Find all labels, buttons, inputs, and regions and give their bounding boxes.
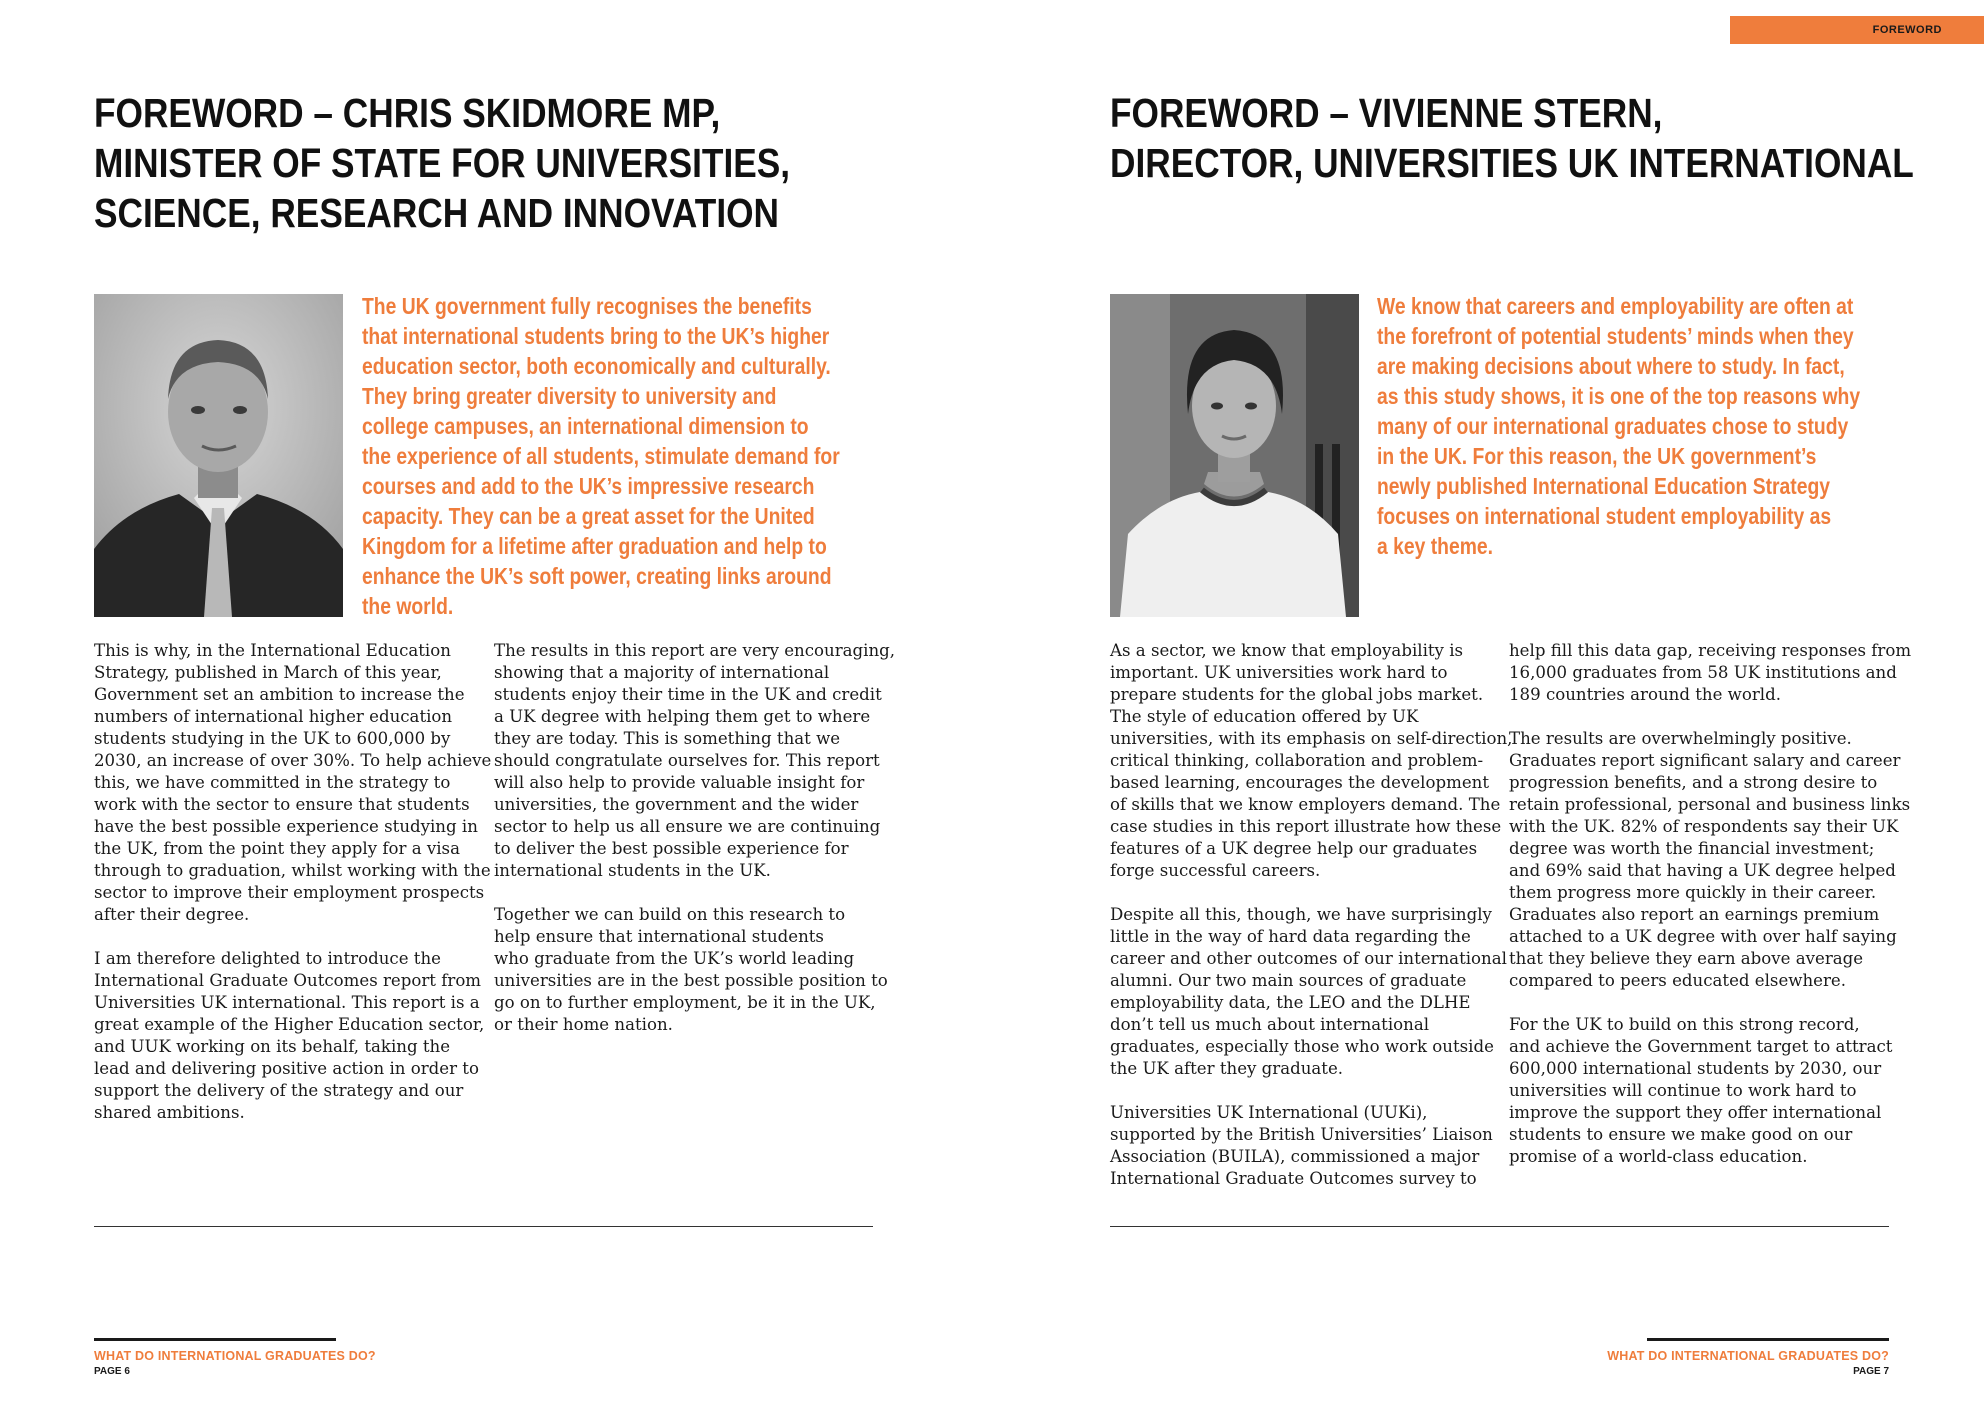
body-line: numbers of international higher education [94, 707, 453, 726]
body-line: Universities UK international. This report is a [94, 993, 480, 1012]
body-line: prepare students for the global jobs market. [1110, 685, 1484, 704]
body-line: and UUK working on its behalf, taking the [94, 1037, 451, 1056]
body-line: attached to a UK degree with over half saying [1509, 927, 1897, 946]
body-line: with the UK. 82% of respondents say their UK [1509, 817, 1899, 836]
body-line [1110, 1080, 1512, 1102]
body-line: employability data, the LEO and the DLHE [1110, 993, 1471, 1012]
body-line: or their home nation. [494, 1015, 673, 1034]
body-line: retain professional, personal and business links [1509, 795, 1911, 814]
body-line: universities will continue to work hard to [1509, 1081, 1857, 1100]
body-line: Graduates report significant salary and career [1509, 751, 1901, 770]
body-line: work with the sector to ensure that students [94, 795, 470, 814]
body-line: great example of the Higher Education sector, [94, 1015, 485, 1034]
body-line: alumni. Our two main sources of graduate [1110, 971, 1467, 990]
lead-line: focuses on international student employability as [1377, 503, 1832, 529]
lead-line: newly published International Education Strategy [1377, 473, 1831, 499]
body-line: through to graduation, whilst working with the [94, 861, 491, 880]
title-line: DIRECTOR, UNIVERSITIES UK INTERNATIONAL [1110, 140, 1914, 186]
lead-line: We know that careers and employability are often at [1377, 293, 1854, 319]
body-line: Together we can build on this research to [494, 905, 846, 924]
body-line: little in the way of hard data regarding the [1110, 927, 1471, 946]
right-divider [1110, 1226, 1889, 1227]
right-footer-bar [1647, 1338, 1889, 1341]
body-line: features of a UK degree help our graduates [1110, 839, 1478, 858]
body-line: For the UK to build on this strong record, [1509, 1015, 1860, 1034]
right-page-title [1110, 88, 1914, 188]
lead-line: college campuses, an international dimension to [362, 413, 809, 439]
body-line: The results in this report are very encouraging, [494, 641, 896, 660]
body-line: career and other outcomes of our international [1110, 949, 1507, 968]
lead-line: the world. [362, 593, 454, 619]
body-line: to deliver the best possible experience for [494, 839, 849, 858]
body-line: students enjoy their time in the UK and credit [494, 685, 882, 704]
body-line: have the best possible experience studying in [94, 817, 478, 836]
body-line [1509, 992, 1911, 1014]
body-line: sector to help us all ensure we are continuing [494, 817, 881, 836]
portrait-man-icon [94, 294, 343, 617]
body-line: Despite all this, though, we have surprisingly [1110, 905, 1492, 924]
body-line: The results are overwhelmingly positive. [1509, 729, 1852, 748]
lead-line: education sector, both economically and culturally. [362, 353, 831, 379]
body-line: should congratulate ourselves for. This report [494, 751, 880, 770]
body-line: them progress more quickly in their career. [1509, 883, 1877, 902]
lead-line: in the UK. For this reason, the UK government’s [1377, 443, 1817, 469]
body-line: that they believe they earn above average [1509, 949, 1864, 968]
left-footer-bar [94, 1338, 336, 1341]
body-line: lead and delivering positive action in order to [94, 1059, 479, 1078]
body-line: promise of a world-class education. [1509, 1147, 1808, 1166]
body-line: 16,000 graduates from 58 UK institutions and [1509, 663, 1897, 682]
body-line: I am therefore delighted to introduce the [94, 949, 441, 968]
body-line: graduates, especially those who work outside [1110, 1037, 1494, 1056]
lead-line: as this study shows, it is one of the top reasons why [1377, 383, 1861, 409]
body-line: who graduate from the UK’s world leading [494, 949, 855, 968]
body-line: students studying in the UK to 600,000 by [94, 729, 451, 748]
body-line: this, we have committed in the strategy to [94, 773, 451, 792]
body-line: a UK degree with helping them get to where [494, 707, 871, 726]
body-line: This is why, in the International Education [94, 641, 451, 660]
lead-line: enhance the UK’s soft power, creating links around [362, 563, 832, 589]
body-line: compared to peers educated elsewhere. [1509, 971, 1847, 990]
lead-line: a key theme. [1377, 533, 1493, 559]
lead-line: capacity. They can be a great asset for the United [362, 503, 815, 529]
right-lead-paragraph [1377, 291, 1860, 561]
body-line: help fill this data gap, receiving responses from [1509, 641, 1912, 660]
left-body-column-2 [494, 640, 895, 1036]
right-body-column-2 [1509, 640, 1911, 1168]
body-line: Strategy, published in March of this year, [94, 663, 442, 682]
right-footer-title: WHAT DO INTERNATIONAL GRADUATES DO? [1607, 1349, 1889, 1363]
body-line: case studies in this report illustrate how these [1110, 817, 1502, 836]
body-line: improve the support they offer international [1509, 1103, 1882, 1122]
body-line: will also help to provide valuable insight for [494, 773, 865, 792]
title-line: MINISTER OF STATE FOR UNIVERSITIES, [94, 140, 791, 186]
lead-line: Kingdom for a lifetime after graduation and help to [362, 533, 827, 559]
lead-line: They bring greater diversity to university and [362, 383, 777, 409]
body-line: International Graduate Outcomes survey to [1110, 1169, 1477, 1188]
left-page-number: PAGE 6 [94, 1366, 130, 1377]
body-line: the UK after they graduate. [1110, 1059, 1344, 1078]
right-body-column-1 [1110, 640, 1512, 1190]
left-footer-title: WHAT DO INTERNATIONAL GRADUATES DO? [94, 1349, 376, 1363]
left-page-title [94, 88, 790, 238]
body-line: of skills that we know employers demand. The [1110, 795, 1501, 814]
body-line: and 69% said that having a UK degree helped [1509, 861, 1896, 880]
body-line: important. UK universities work hard to [1110, 663, 1448, 682]
body-line: forge successful careers. [1110, 861, 1321, 880]
lead-line: the forefront of potential students’ minds when they [1377, 323, 1854, 349]
body-line: Association (BUILA), commissioned a major [1110, 1147, 1480, 1166]
portrait-woman-icon [1110, 294, 1359, 617]
lead-line: the experience of all students, stimulate demand for [362, 443, 840, 469]
body-line: degree was worth the financial investment; [1509, 839, 1875, 858]
body-line: sector to improve their employment prospects [94, 883, 485, 902]
body-line: universities, the government and the wider [494, 795, 859, 814]
body-line: The style of education offered by UK [1110, 707, 1419, 726]
body-line: help ensure that international students [494, 927, 824, 946]
section-tab: FOREWORD [1730, 16, 1984, 44]
body-line: students to ensure we make good on our [1509, 1125, 1853, 1144]
body-line: critical thinking, collaboration and problem- [1110, 751, 1484, 770]
body-line [1509, 706, 1911, 728]
body-line: 189 countries around the world. [1509, 685, 1781, 704]
body-line: Universities UK International (UUKi), [1110, 1103, 1428, 1122]
title-line: FOREWORD – CHRIS SKIDMORE MP, [94, 90, 721, 136]
lead-line: many of our international graduates chose to study [1377, 413, 1849, 439]
body-line: after their degree. [94, 905, 250, 924]
left-body-column-1 [94, 640, 491, 1124]
body-line [494, 882, 895, 904]
right-page-number: PAGE 7 [1853, 1366, 1889, 1377]
body-line: the UK, from the point they apply for a visa [94, 839, 460, 858]
body-line: progression benefits, and a strong desire to [1509, 773, 1878, 792]
body-line: shared ambitions. [94, 1103, 245, 1122]
body-line: supported by the British Universities’ Liaison [1110, 1125, 1493, 1144]
lead-line: courses and add to the UK’s impressive research [362, 473, 815, 499]
body-line: universities are in the best possible position to [494, 971, 888, 990]
body-line [94, 926, 491, 948]
left-lead-paragraph [362, 291, 840, 621]
lead-line: that international students bring to the UK’s higher [362, 323, 830, 349]
body-line: showing that a majority of international [494, 663, 830, 682]
title-line: SCIENCE, RESEARCH AND INNOVATION [94, 190, 780, 236]
body-line: they are today. This is something that we [494, 729, 841, 748]
lead-line: The UK government fully recognises the benefits [362, 293, 812, 319]
body-line [1110, 882, 1512, 904]
title-line: FOREWORD – VIVIENNE STERN, [1110, 90, 1663, 136]
body-line: don’t tell us much about international [1110, 1015, 1430, 1034]
body-line: and achieve the Government target to attract [1509, 1037, 1893, 1056]
body-line: Graduates also report an earnings premium [1509, 905, 1880, 924]
body-line: Government set an ambition to increase the [94, 685, 465, 704]
left-divider [94, 1226, 873, 1227]
body-line: International Graduate Outcomes report from [94, 971, 482, 990]
body-line: universities, with its emphasis on self-direction, [1110, 729, 1513, 748]
body-line: 2030, an increase of over 30%. To help achieve [94, 751, 492, 770]
body-line: go on to further employment, be it in the UK, [494, 993, 876, 1012]
lead-line: are making decisions about where to study. In fact, [1377, 353, 1845, 379]
body-line: international students in the UK. [494, 861, 771, 880]
body-line: based learning, encourages the development [1110, 773, 1490, 792]
body-line: 600,000 international students by 2030, our [1509, 1059, 1882, 1078]
body-line: As a sector, we know that employability is [1110, 641, 1464, 660]
body-line: support the delivery of the strategy and our [94, 1081, 464, 1100]
